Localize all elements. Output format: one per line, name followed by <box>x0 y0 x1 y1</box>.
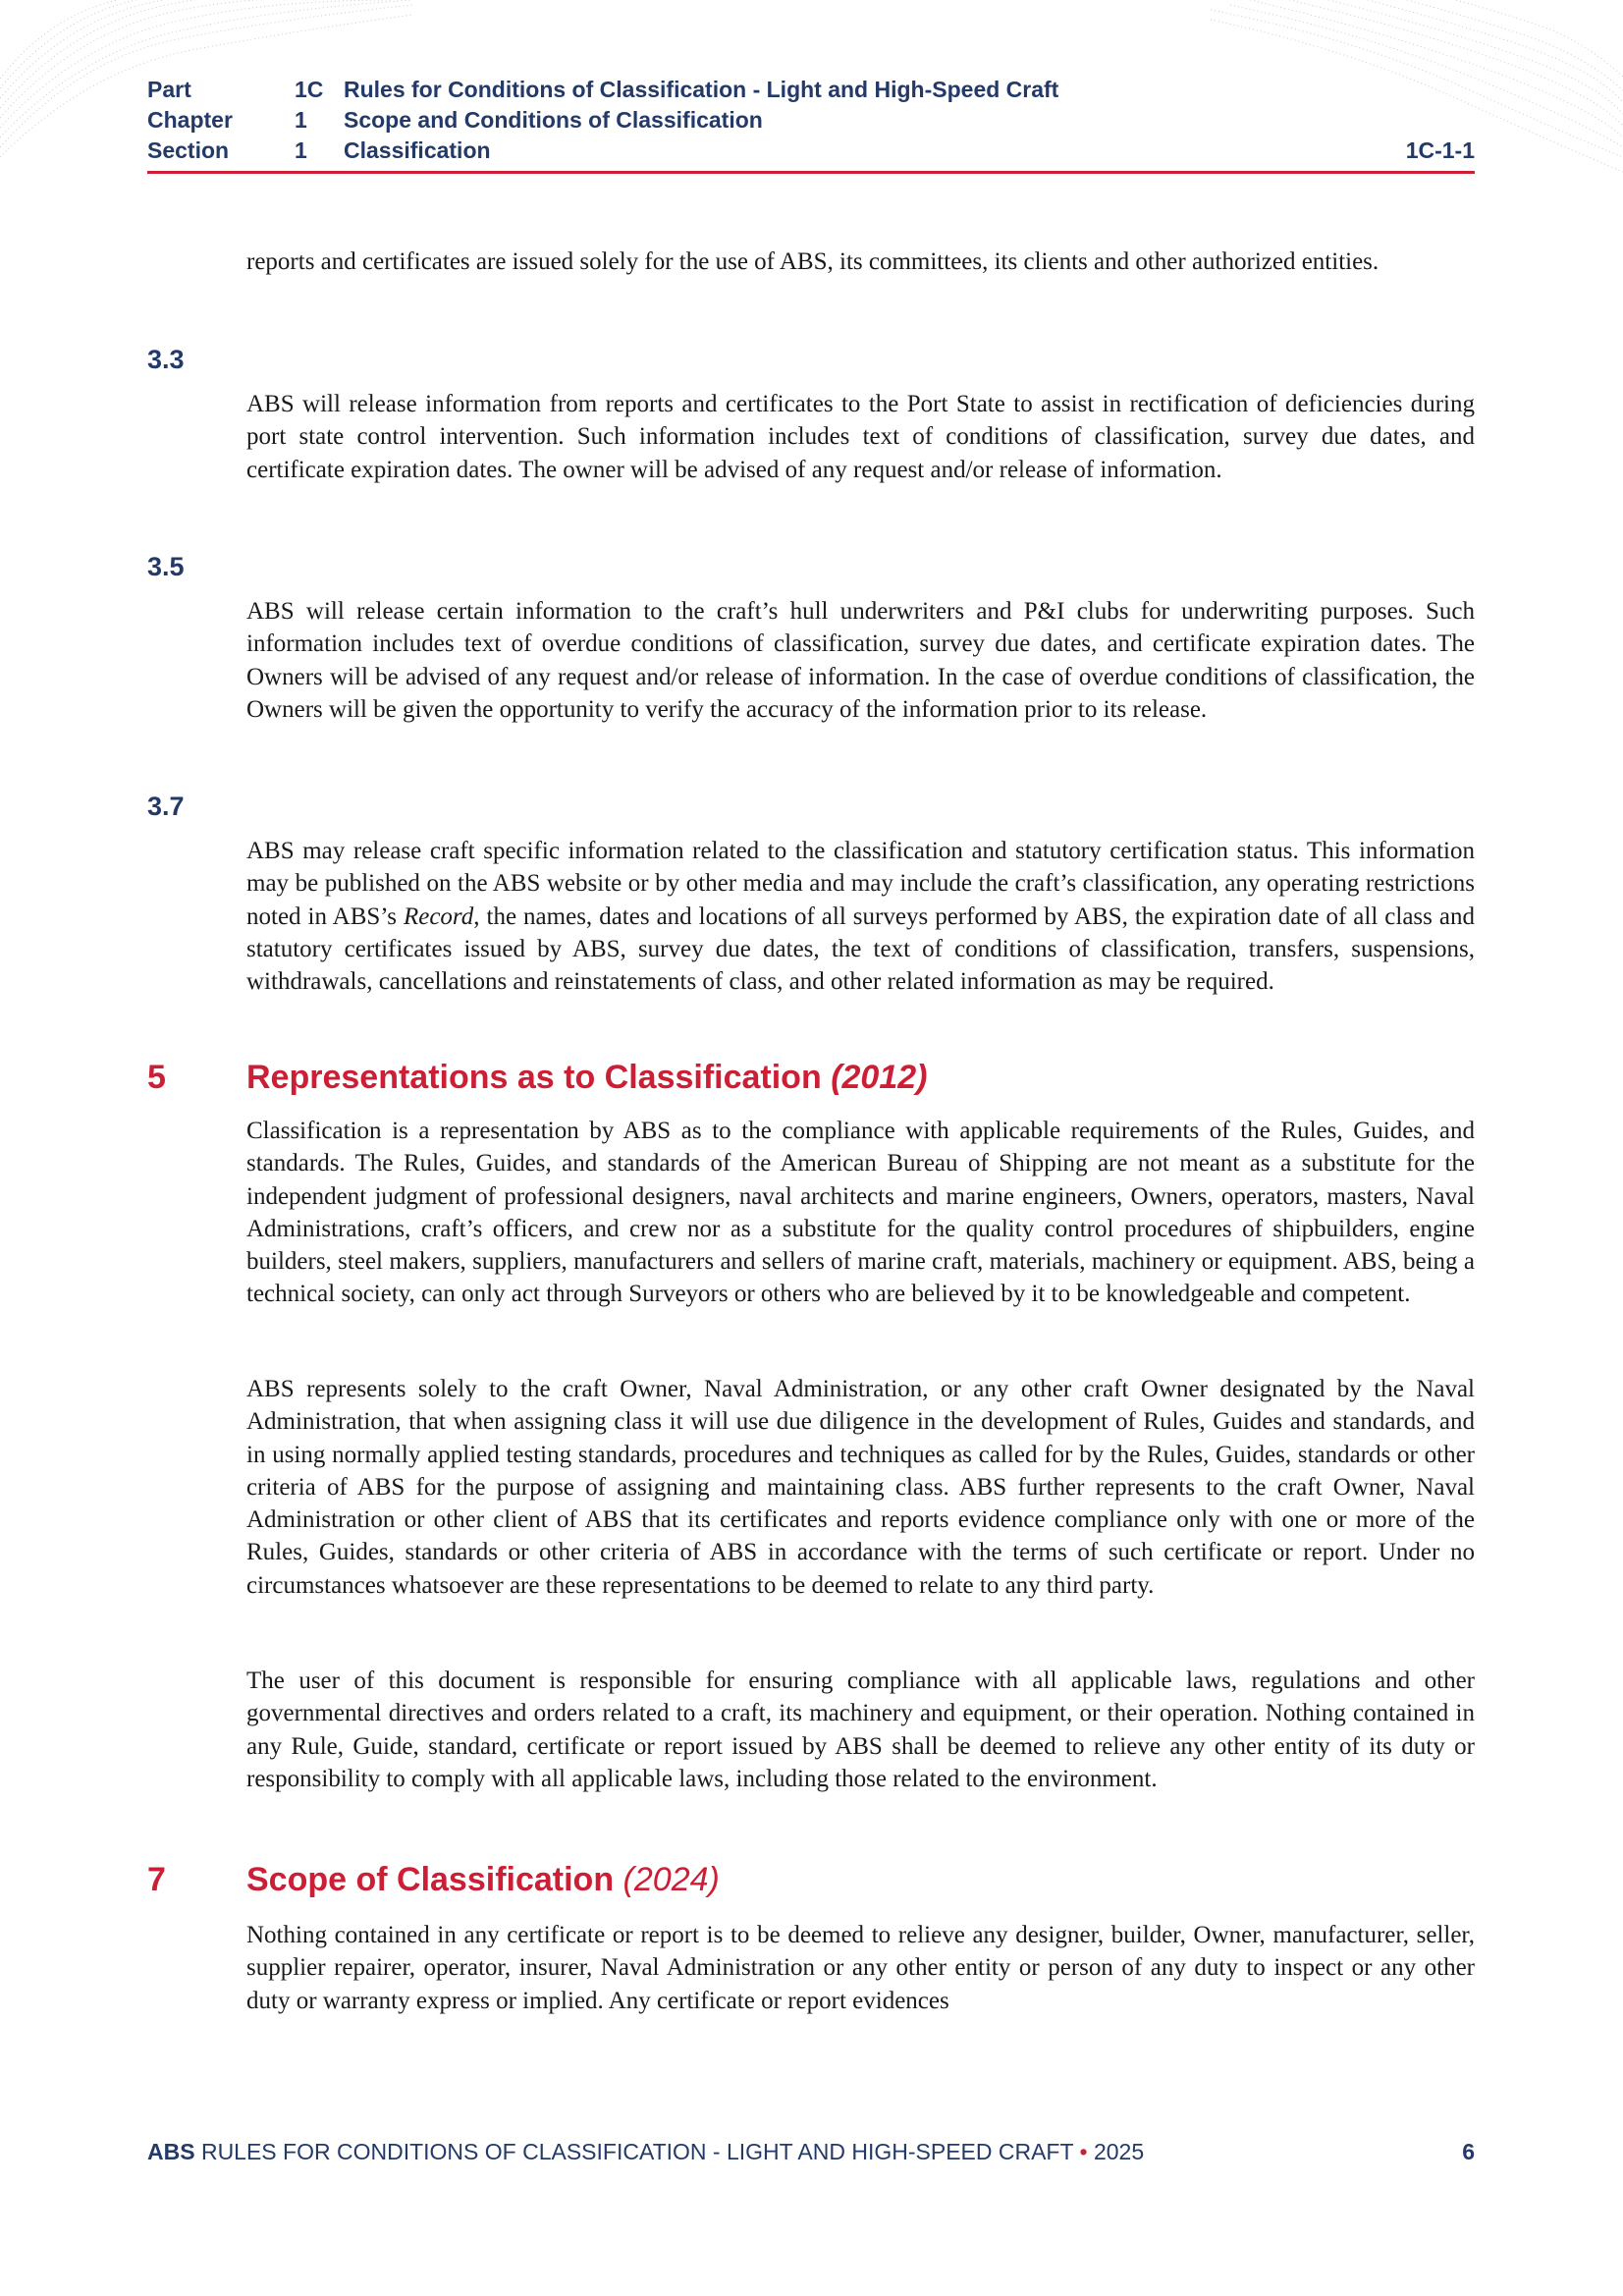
subsection-3-3-number: 3.3 <box>147 345 185 374</box>
header-part-number: 1C <box>295 77 324 102</box>
header-part-title: Rules for Conditions of Classification - Light and High-Speed Craft <box>344 77 1059 102</box>
header-rule <box>147 171 1475 174</box>
header-part-row <box>147 75 1475 105</box>
section-5-paragraph-2 <box>246 1373 1475 1602</box>
subsection-3-5-number: 3.5 <box>147 552 185 581</box>
section-5-paragraph-1 <box>246 1115 1475 1311</box>
section-5-year: (2012) <box>831 1059 928 1096</box>
header-part-label: Part <box>147 77 191 102</box>
subsection-3-3-text: ABS will release information from reports and certificates to the Port State to assist in rectification of deficiencies during port state control intervention. Such information includes text of conditions of classification, survey due dates, and certificate expiration dates. The owner will be advised of any request and/or release of information. <box>246 391 1475 483</box>
subsection-3-7-text-after: , the names, dates and locations of all surveys performed by ABS, the expiration date of all class and statutory certificates issued by ABS, survey due dates, the text of conditions of classification, transfers, suspensions, withdrawals, cancellations and reinstatements of class, and other related information as may be required. <box>246 902 1475 996</box>
subsection-3-7-body <box>246 835 1475 998</box>
section-5-paragraph-3-text: The user of this document is responsible for ensuring compliance with all applicable laws, regulations and other governmental directives and orders related to a craft, its machinery and equipment, or their operation. Nothing contained in any Rule, Guide, standard, certificate or report issued by ABS shall be deemed to relieve any other entity of its duty or responsibility to comply with all applicable laws, including those related to the environment. <box>246 1667 1475 1792</box>
section-7-paragraph <box>246 1919 1475 2017</box>
subsection-3-5-body <box>246 595 1475 726</box>
header-chapter-row <box>147 105 1475 136</box>
header-chapter-number: 1 <box>295 107 307 133</box>
footer-title-line <box>147 2139 1144 2165</box>
section-7-heading <box>246 1861 720 1899</box>
intro-paragraph <box>246 246 1475 278</box>
footer-page-number: 6 <box>1462 2139 1475 2164</box>
subsection-3-7-text-before: ABS may release craft specific information related to the classification and statutory certification status. This information may be published on the ABS website or by other media and may include the craft’s classification, any operating restrictions noted in ABS’s <box>246 838 1475 930</box>
header-chapter-title: Scope and Conditions of Classification <box>344 107 763 133</box>
header-section-label: Section <box>147 137 230 163</box>
subsection-3-7-number: 3.7 <box>147 792 185 821</box>
page-footer <box>147 2139 1475 2165</box>
section-5-number: 5 <box>147 1059 166 1096</box>
footer-separator: • <box>1079 2139 1088 2164</box>
subsection-3-7-text <box>246 835 1475 998</box>
section-5-paragraph-3 <box>246 1665 1475 1795</box>
running-header <box>147 75 1475 166</box>
section-5-paragraph-2-text: ABS represents solely to the craft Owner, Naval Administration, or any other craft Owner designated by the Naval Administration, that when assigning class it will use due diligence in the development of Rules, Guides and standards, and in using normally applied testing standards, procedures and techniques as called for by the Rules, Guides, standards or other criteria of ABS for the purpose of assigning and maintaining class. ABS further represents to the craft Owner, Naval Administration or other client of ABS that its certificates and reports evidence compliance only with one or more of the Rules, Guides, standards or other criteria of ABS in accordance with the terms of such certificate or report. Under no circumstances whatsoever are these representations to be deemed to relate to any third party. <box>246 1376 1475 1599</box>
header-section-row <box>147 136 1475 166</box>
footer-title: RULES FOR CONDITIONS OF CLASSIFICATION - LIGHT AND HIGH-SPEED CRAFT <box>200 2139 1074 2164</box>
section-7-title: Scope of Classification <box>246 1861 615 1898</box>
header-chapter-label: Chapter <box>147 107 233 133</box>
subsection-3-5-text: ABS will release certain information to the craft’s hull underwriters and P&I clubs for underwriting purposes. Such information includes text of overdue conditions of classification, survey due dates, and certificate expiration dates. The Owners will be advised of any request and/or release of information. In the case of overdue conditions of classification, the Owners will be given the opportunity to verify the accuracy of the information prior to its release. <box>246 598 1475 723</box>
section-5-heading <box>246 1059 927 1097</box>
subsection-3-3-body <box>246 388 1475 486</box>
header-section-number: 1 <box>295 137 307 163</box>
footer-year: 2025 <box>1093 2139 1145 2164</box>
section-7-number: 7 <box>147 1861 166 1898</box>
intro-paragraph-text: reports and certificates are issued solely for the use of ABS, its committees, its clients and other authorized entities. <box>246 248 1380 275</box>
header-page-reference: 1C-1-1 <box>1405 137 1475 163</box>
section-5-title: Representations as to Classification <box>246 1059 822 1096</box>
header-section-title: Classification <box>344 137 491 163</box>
record-italic: Record <box>403 902 474 930</box>
section-5-paragraph-1-text: Classification is a representation by ABS as to the compliance with applicable requirements of the Rules, Guides, and standards. The Rules, Guides, and standards of the American Bureau of Shipping are not meant as a substitute for the independent judgment of professional designers, naval architects and marine engineers, Owners, operators, masters, Naval Administrations, craft’s officers, and crew nor as a substitute for the quality control procedures of shipbuilders, engine builders, steel makers, suppliers, manufacturers and sellers of marine craft, materials, machinery or equipment. ABS, being a technical society, can only act through Surveyors or others who are believed by it to be knowledgeable and competent. <box>246 1118 1475 1308</box>
section-7-year: (2024) <box>622 1861 720 1898</box>
section-7-paragraph-text: Nothing contained in any certificate or report is to be deemed to relieve any designer, builder, Owner, manufacturer, seller, supplier repairer, operator, insurer, Naval Administration or any other entity or person of any duty to inspect or any other duty or warranty express or implied. Any certificate or report evidences <box>246 1922 1475 2014</box>
footer-brand: ABS <box>147 2139 195 2164</box>
